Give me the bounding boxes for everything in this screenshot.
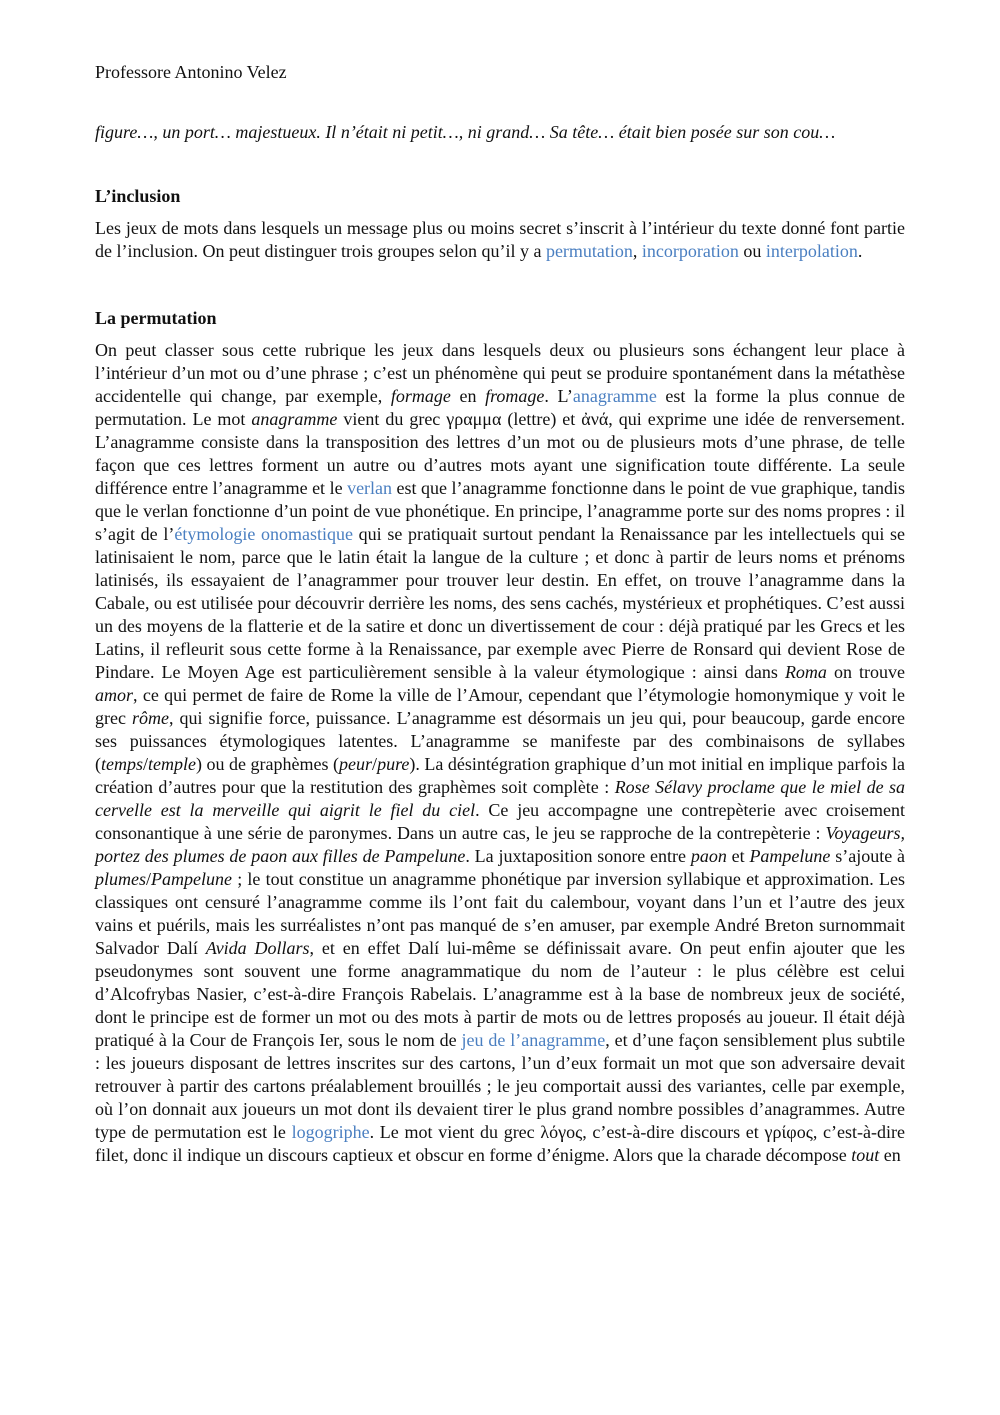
text-run: ; le tout constitue un anagramme phonétique par inversion syllabique et approximation. Les classiques ont censuré l’anagramme comme ils l’ont fait du calembour, voyant dans l’un et l’autre des jeux vains et puérils, mais les surréalistes n’ont pas manqué de s’en amuser, par exemple André Breton surnommait Salvador Dalí <box>95 869 905 958</box>
text-run: on trouve <box>826 662 906 682</box>
link-jeu-de-l-anagramme[interactable]: jeu de l’anagramme <box>461 1030 606 1050</box>
italic-term: Voyageurs, portez des plumes de paon aux filles de Pampelune <box>95 823 905 866</box>
italic-term: paon <box>690 846 727 866</box>
italic-term: Rose Sélavy proclame que le miel de sa cervelle est la merveille qui aigrit le fiel du ciel <box>95 777 905 820</box>
text-run: ou <box>738 241 766 261</box>
italic-term: peur <box>339 754 373 774</box>
heading-permutation: La permutation <box>95 308 217 328</box>
text-run: , ce qui permet de faire de Rome la ville de l’Amour, cependant que l’étymologie homonymique y voit le grec <box>95 685 905 728</box>
text-run: ) ou de graphèmes ( <box>196 754 340 774</box>
italic-term: anagramme <box>251 409 338 429</box>
italic-term: formage <box>390 386 451 406</box>
italic-term: plumes <box>95 869 146 889</box>
link-logogriphe[interactable]: logogriphe <box>291 1122 370 1142</box>
link-permutation[interactable]: permutation <box>545 241 633 261</box>
text-run: Les jeux de mots dans lesquels un message plus ou moins secret s’inscrit à l’intérieur du texte donné font partie de l’inclusion. On peut distinguer trois groupes selon qu’il y a <box>95 218 905 261</box>
text-run: en <box>879 1145 901 1165</box>
text-run: vient du grec γραμμα (lettre) et ἀνά, qui exprime une idée de renversement. L’anagramme consiste dans la transposition des lettres d’un mot ou de plusieurs mots d’une phrase, de telle façon que ces lettres forment un autre ou d’autres mots ayant une signification toute différente. La seule différence entre l’anagramme et le <box>95 409 906 498</box>
link-verlan[interactable]: verlan <box>347 478 393 498</box>
text-run: est la forme la plus connue de permutation. Le mot <box>95 386 905 429</box>
quote-paragraph: figure…, un port… majestueux. Il n’était ni petit…, ni grand… Sa tête… était bien posée sur son cou… <box>95 122 836 142</box>
text-run: , <box>632 241 642 261</box>
text-run: . <box>857 241 863 261</box>
italic-term: amor <box>95 685 134 705</box>
text-run: s’ajoute à <box>830 846 905 866</box>
text-run: est que l’anagramme fonctionne dans le point de vue graphique, tandis que le verlan fonctionne d’un point de vue phonétique. En principe, l’anagramme porte sur des noms propres : il s’agit de l’ <box>95 478 905 544</box>
text-run: . Le mot vient du grec λόγος, c’est-à-dire discours et γρίφος, c’est-à-dire filet, donc il indique un discours captieux et obscur en forme d’énigme. Alors que la charade décompose <box>95 1122 905 1165</box>
italic-term: tout <box>851 1145 880 1165</box>
text-run: en <box>450 386 486 406</box>
inclusion-paragraph <box>95 217 905 263</box>
heading-inclusion: L’inclusion <box>95 186 181 206</box>
text-run: / <box>143 754 149 774</box>
text-run: . La juxtaposition sonore entre <box>465 846 691 866</box>
italic-term: fromage <box>485 386 545 406</box>
running-header: Professore Antonino Velez <box>95 62 287 82</box>
text-run: , et en effet Dalí lui-même se définissait avare. On peut enfin ajouter que les pseudonymes sont souvent une forme anagrammatique du nom de l’auteur : le plus célèbre est celui d’Alcofrybas Nasier, c’est-à-dire François Rabelais. L’anagramme est à la base de nombreux jeux de société, dont le principe est de former un mot ou des mots à partir de mots ou de lettres proposés au joueur. Il était déjà pratiqué à la Cour de François Ier, sous le nom de <box>95 938 905 1050</box>
italic-term: rôme <box>132 708 169 728</box>
link-anagramme[interactable]: anagramme <box>572 386 657 406</box>
text-run: . L’ <box>544 386 573 406</box>
text-run: / <box>372 754 378 774</box>
italic-term: Avida Dollars <box>205 938 310 958</box>
text-run: , et d’une façon sensiblement plus subtile : les joueurs disposant de lettres inscrites sur des cartons, l’un d’eux formait un mot que son adversaire devait retrouver à partir des cartons préalablement brouillés ; le jeu comportait aussi des variantes, celle par exemple, où l’on donnait aux joueurs un mot dont ils devaient tirer le plus grand nombre possibles d’anagrammes. Autre type de permutation est le <box>95 1030 905 1142</box>
italic-term: temple <box>148 754 196 774</box>
link-etymologie-onomastique[interactable]: étymologie onomastique <box>174 524 353 544</box>
text-run: ). La désintégration graphique d’un mot initial en implique parfois la création d’autres pour que la restitution des graphèmes soit complète : <box>95 754 905 797</box>
italic-term: Pampelune <box>151 869 232 889</box>
italic-term: temps <box>101 754 143 774</box>
link-interpolation[interactable]: interpolation <box>765 241 858 261</box>
text-run: / <box>146 869 152 889</box>
text-run: qui se pratiquait surtout pendant la Renaissance par les intellectuels qui se latinisaient le nom, parce que le latin était la langue de la culture ; et donc à partir de leurs noms et prénoms latinisés, ils essayaient de l’anagrammer pour trouver leur destin. En effet, on trouve l’anagramme dans la Cabale, ou est utilisée pour découvrir derrière les noms, des sens cachés, mystérieux et prophétiques. C’est aussi un des moyens de la flatterie et de la satire et donc un divertissement de cour : déjà pratiqué par les Grecs et les Latins, il refleurit sous cette forme à la Renaissance, par exemple avec Pierre de Ronsard qui devient Rose de Pindare. Le Moyen Age est particulièrement sensible à la valeur étymologique : ainsi dans <box>95 524 905 682</box>
italic-term: Roma <box>784 662 827 682</box>
text-run: et <box>726 846 750 866</box>
text-run: , qui signifie force, puissance. L’anagramme est désormais un jeu qui, pour beaucoup, garde encore ses puissances étymologiques latentes. L’anagramme se manifeste par des combinaisons de syllabes ( <box>95 708 905 774</box>
text-run: . Ce jeu accompagne une contrepèterie avec croisement consonantique à une série de paronymes. Dans un autre cas, le jeu se rapproche de la contrepèterie : <box>95 800 905 843</box>
document-body <box>95 121 905 1167</box>
italic-term: Pampelune <box>749 846 831 866</box>
permutation-paragraph <box>95 339 905 1167</box>
italic-term: pure <box>377 754 410 774</box>
text-run: On peut classer sous cette rubrique les jeux dans lesquels deux ou plusieurs sons échangent leur place à l’intérieur d’un mot ou d’une phrase ; c’est un phénomène qui peut se produire spontanément dans la métathèse accidentelle qui change, par exemple, <box>95 340 905 406</box>
link-incorporation[interactable]: incorporation <box>641 241 739 261</box>
